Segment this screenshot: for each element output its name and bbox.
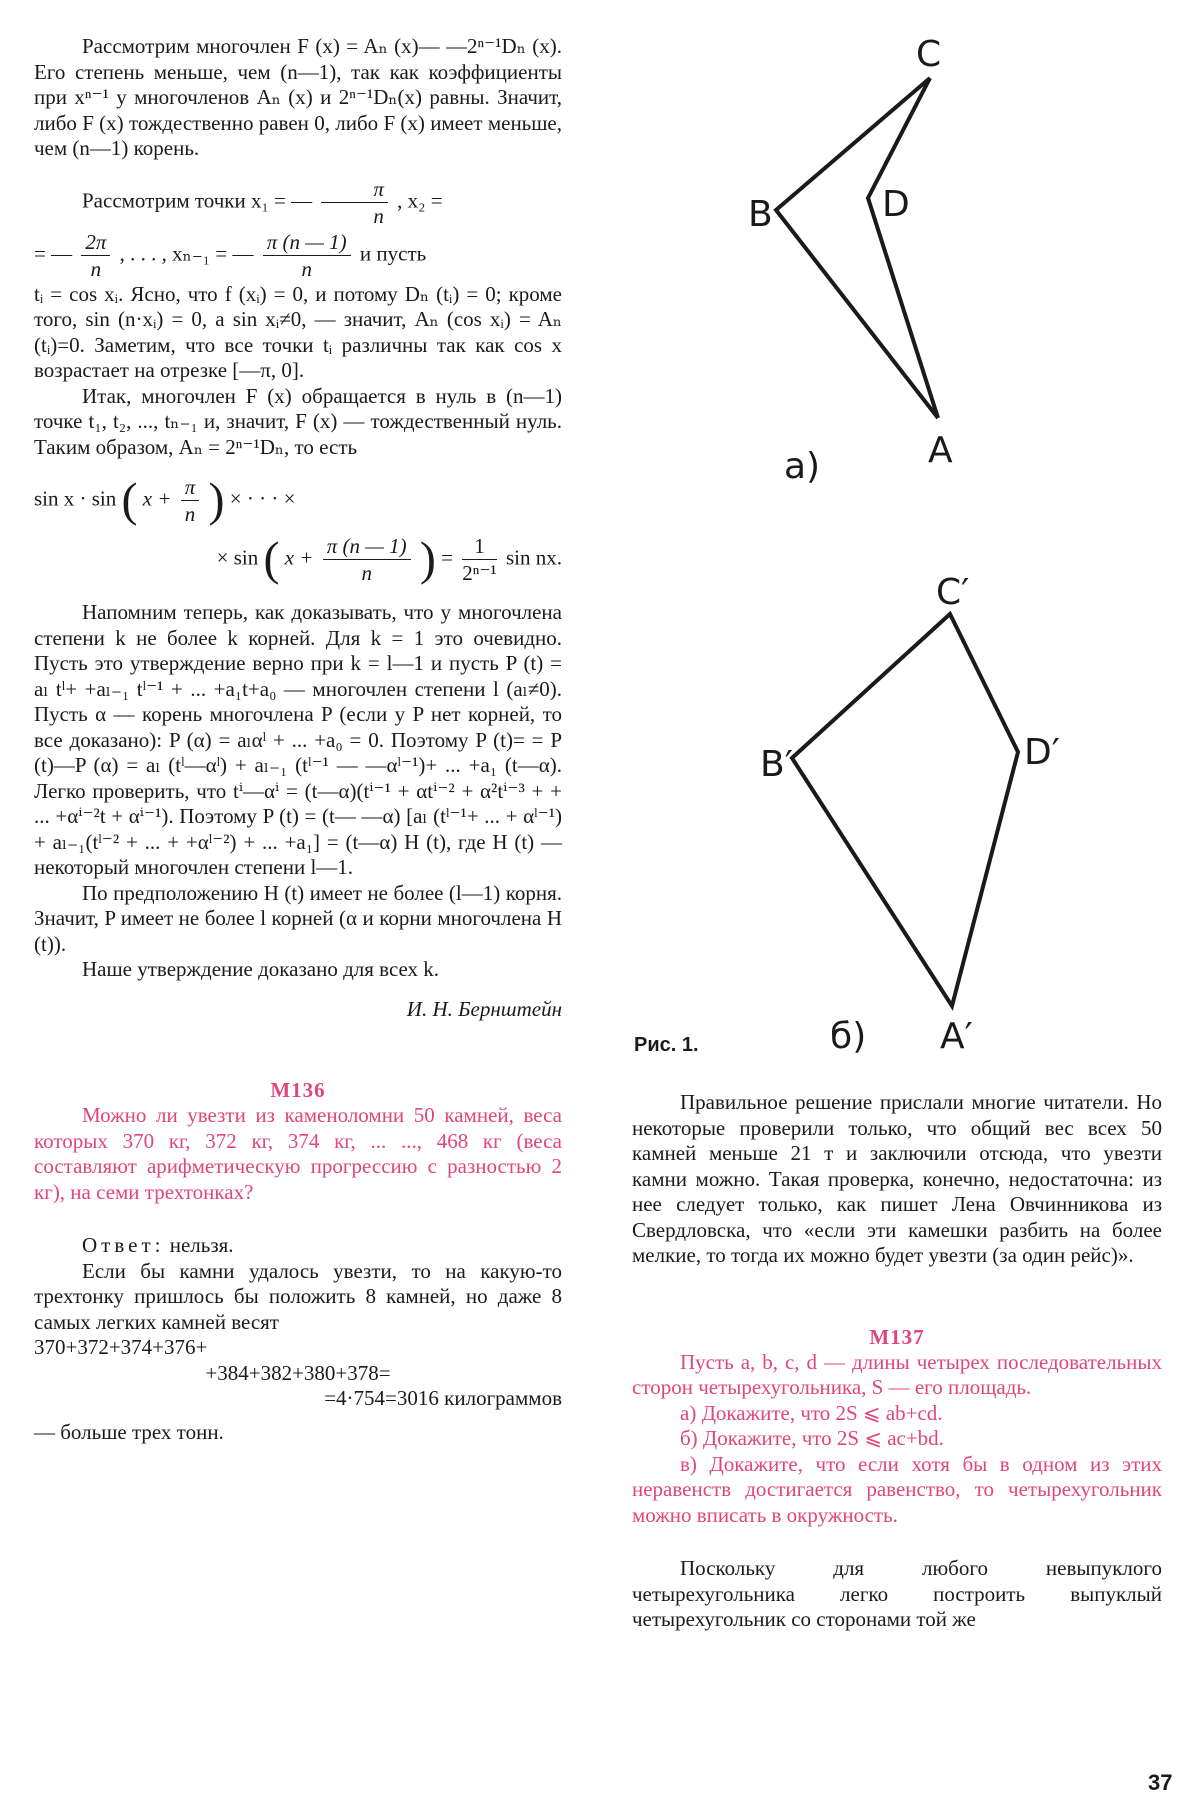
fraction-one-over-power — [462, 533, 497, 586]
points-line-1 — [34, 176, 562, 229]
problem-m136-text: Можно ли увезти из каменоломни 50 камней, веса которых 370 кг, 372 кг, 374 кг, ... ..., 468 кг (веса составляют арифметическую прогрессию с разностью 2 кг), на семи трехтонках? — [34, 1103, 562, 1204]
paragraph-conclusion: Наше утверждение доказано для всех k. — [82, 957, 440, 981]
problem-m137-intro: Пусть a, b, c, d — длины четырех последовательных сторон четырехугольника, S — его площадь. — [632, 1349, 1162, 1399]
equation-text: sin x · sin — [34, 486, 117, 511]
paragraph-more-than-three-tons: — больше трех тонн. — [34, 1419, 224, 1444]
fraction-numerator: 1 — [462, 533, 497, 560]
problem-m137-title: М137 — [869, 1324, 925, 1349]
problem-m136-title: М136 — [270, 1078, 326, 1102]
paragraph-roots-proof: Напомним теперь, как доказывать, что у многочлена степени k не более k корней. Для k = 1 это очевидно. Пусть это утверждение верно при k = l—1 и пусть P (t) = aₗ tˡ+ +aₗ₋₁ tˡ⁻¹ + ... +a₁t+a₀ — многочлен степени l (aₗ≠0). Пусть α — корень многочлена P (если у P нет корней, то все доказано): P (α) = aₗαˡ + ... +a₀ = 0. Поэтому P (t)= = P (t)—P (α) = aₗ (tˡ—αˡ) + aₗ₋₁ (tˡ⁻¹ — —αˡ⁻¹)+ ... +a₁ (t—α). Легко проверить, что tⁱ—αⁱ = (t—α)(tⁱ⁻¹ + αtⁱ⁻² + α²tⁱ⁻³ + + ... +αⁱ⁻²t + αⁱ⁻¹). Поэтому P (t) = (t— —α) [aₗ (tˡ⁻¹+ ... + αˡ⁻¹) + aₗ₋₁(tˡ⁻² + ... + +αˡ⁻²) + ... +a₁] = (t—α) H (t), где H (t) — некоторый многочлен степени l—1. — [34, 600, 562, 879]
fraction-numerator: 2π — [81, 229, 110, 256]
equation-text: × · · · × — [229, 486, 296, 511]
vertex-label-d-prime: D′ — [1024, 732, 1060, 773]
vertex-label-a-prime: A′ — [940, 1016, 973, 1057]
right-column — [632, 1090, 1162, 1633]
sum-line-3: =4·754=3016 килограммов — [324, 1386, 562, 1410]
points-text-3: = — — [34, 240, 73, 265]
points-text-2: , x₂ = — [397, 187, 443, 212]
figure-b-label: б) — [830, 1016, 867, 1057]
figure-a-outer-edges — [776, 78, 938, 418]
paragraph-nonconvex: Поскольку для любого невыпуклого четырехугольника легко построить выпуклый четырехугольник со сторонами той же — [632, 1556, 1162, 1631]
vertex-label-a: A — [928, 430, 953, 471]
fraction-denominator: 2ⁿ⁻¹ — [462, 561, 497, 585]
fraction-numerator: π — [181, 474, 200, 501]
equation-line-2 — [34, 533, 562, 586]
fraction-numerator: π (n — 1) — [263, 229, 351, 256]
figure-a-label: а) — [784, 446, 821, 487]
equation-line-1 — [34, 474, 562, 527]
paragraph-eight-stones: Если бы камни удалось увезти, то на какую-то трехтонку пришлось бы положить 8 камней, но даже 8 самых легких камней весят — [34, 1258, 562, 1334]
figure-a — [720, 10, 1020, 550]
fraction-pi-n — [321, 176, 388, 229]
paragraph-assumption: По предположению H (t) имеет не более (l—1) корня. Значит, P имеет не более l корней (α и корни многочлена H (t)). — [34, 880, 562, 956]
left-column — [34, 34, 562, 1445]
answer-label: Ответ: — [82, 1233, 165, 1257]
answer-value: нельзя. — [169, 1233, 234, 1257]
sum-line-1: 370+372+374+376+ — [34, 1335, 208, 1359]
figure-b — [720, 560, 1060, 1060]
problem-m137-part-c: в) Докажите, что если хотя бы в одном из этих неравенств достигается равенство, то четырехугольник можно вписать в окружность. — [632, 1451, 1162, 1527]
right-paren: ) — [419, 532, 436, 586]
points-text-5: и пусть — [359, 240, 427, 265]
points-line-2 — [34, 229, 562, 282]
fraction-denominator: n — [301, 256, 312, 281]
equation-text: x + — [142, 486, 172, 511]
paragraph-polynomial-f: Рассмотрим многочлен F (x) = Aₙ (x)— —2ⁿ⁻¹Dₙ (x). Его степень меньше, чем (n—1), так как коэффициенты при xⁿ⁻¹ у многочленов Aₙ (x) и 2ⁿ⁻¹Dₙ(x) равны. Значит, либо F (x) тождественно равен 0, либо F (x) имеет меньше, чем (n—1) корень. — [34, 34, 562, 160]
answer-line — [34, 1233, 562, 1259]
vertex-label-d: D — [882, 184, 910, 225]
paragraph-correct-solutions: Правильное решение прислали многие читатели. Но некоторые проверили только, что общий вес всех 50 камней меньше 21 т и заключили отсюда, что увезти камни можно. Такая проверка, конечно, недостаточна: из нее следует только, как пишет Лена Овчинникова из Свердловска, что «если эти камешки разбить на более мелкие, то тогда их можно будет увезти (за один рейс)». — [632, 1090, 1162, 1267]
vertex-label-b-prime: B′ — [760, 744, 793, 785]
vertex-label-c-prime: C′ — [936, 572, 970, 613]
equation-text: × sin — [216, 545, 259, 570]
sum-line-2: +384+382+380+378= — [205, 1360, 391, 1385]
figure-caption: Рис. 1. — [634, 1034, 699, 1056]
points-text-4: , . . . , xₙ₋₁ = — — [119, 240, 254, 265]
problem-m137-part-a: а) Докажите, что 2S ⩽ ab+cd. — [680, 1400, 943, 1425]
fraction-pi-n — [181, 474, 200, 527]
fraction-pi-n-minus-1 — [263, 229, 351, 282]
fraction-2pi-n — [81, 229, 110, 282]
fraction-denominator: n — [90, 256, 102, 281]
paragraph-zero-polynomial: Итак, многочлен F (x) обращается в нуль в (n—1) точке t₁, t₂, ..., tₙ₋₁ и, значит, F (x) — тождественный нуль. Таким образом, Aₙ = 2ⁿ⁻¹Dₙ, то есть — [34, 383, 562, 459]
left-paren: ( — [121, 473, 138, 527]
equation-text: x + — [284, 545, 314, 570]
fraction-numerator: π — [321, 176, 388, 203]
fraction-numerator: π (n — 1) — [323, 533, 411, 560]
left-paren: ( — [263, 532, 280, 586]
figure-a-inner-edges — [868, 78, 938, 418]
vertex-label-c: C — [916, 34, 942, 75]
fraction-denominator: n — [361, 561, 372, 585]
author-signature: И. Н. Бернштейн — [406, 996, 562, 1021]
figure-b-quadrilateral — [792, 614, 1018, 1006]
page-number: 37 — [1148, 1770, 1173, 1795]
points-text-1: Рассмотрим точки x₁ = — — [82, 187, 313, 212]
fraction-pi-n-minus-1 — [323, 533, 411, 586]
vertex-label-b: B — [748, 194, 773, 235]
right-paren: ) — [208, 473, 225, 527]
fraction-denominator: n — [373, 203, 384, 228]
fraction-denominator: n — [184, 502, 196, 526]
equation-text: sin nx. — [505, 545, 562, 570]
problem-m137-part-b: б) Докажите, что 2S ⩽ ac+bd. — [680, 1426, 944, 1450]
equation-text: = — [441, 545, 453, 570]
paragraph-ti-cos: tᵢ = cos xᵢ. Ясно, что f (xᵢ) = 0, и потому Dₙ (tᵢ) = 0; кроме того, sin (n·xᵢ) = 0, а sin xᵢ≠0, — значит, Aₙ (cos xᵢ) = Aₙ (tᵢ)=0. Заметим, что все точки tᵢ различны так как cos x возрастает на отрезке [—π, 0]. — [34, 281, 562, 382]
